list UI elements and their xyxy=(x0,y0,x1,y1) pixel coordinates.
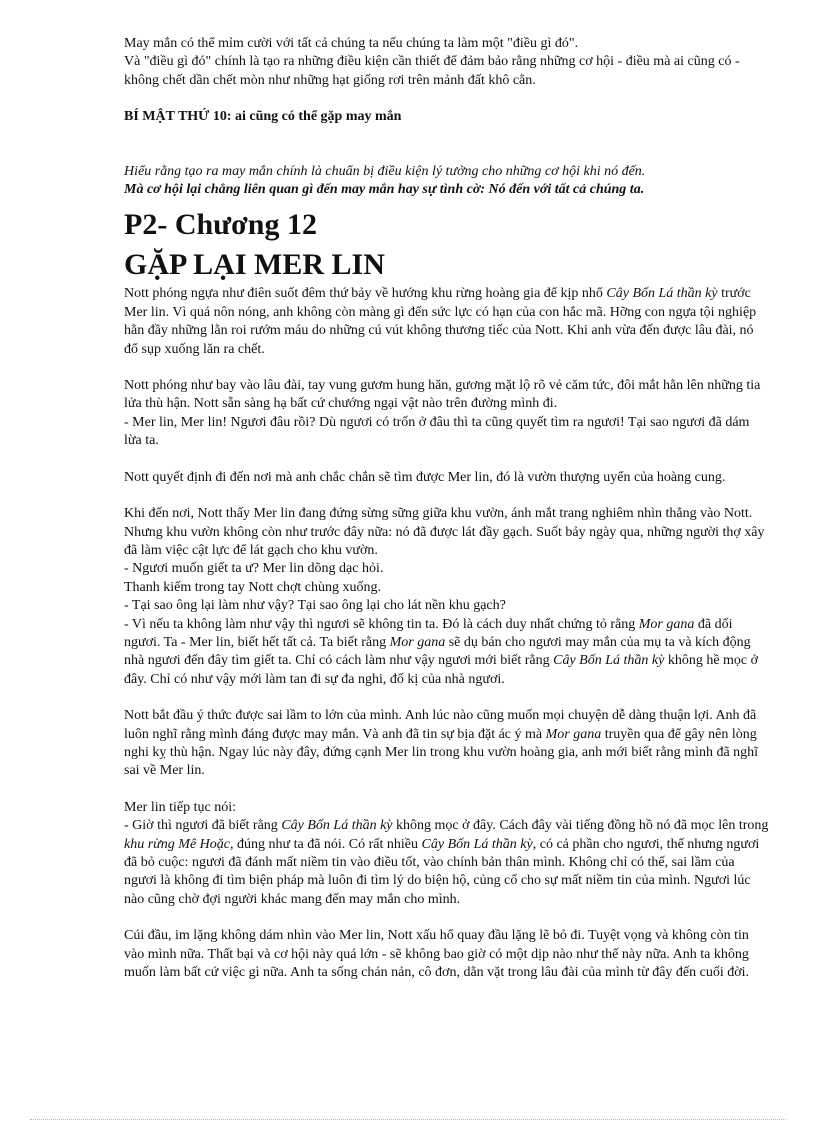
page-bottom-divider xyxy=(30,1119,786,1120)
paragraph-4-line-5 xyxy=(124,616,769,690)
p4-italic-clover: Cây Bốn Lá thần kỳ xyxy=(553,653,665,669)
p1-text-c: trước Mer lin. Vì quá nôn nóng, anh không còn màng gì đến sức lực có hạn của con hắc mã. Hỡng con ngựa tội nghiệp hằn đầy những lằn roi rướm máu do những cú vút không thương tiếc của Nott. Khi anh vừa đến được lâu đài, nó đổ sụp xuống lăn ra chết. xyxy=(124,286,757,357)
p4-italic-morgana-1: Mor gana xyxy=(638,616,695,632)
p5-text-a: Nott bắt đầu ý thức được sai lầm to lớn của mình. Anh lúc nào cũng muốn mọi chuyện dễ dàng thuận lợi. Anh đã luôn nghĩ rằng mình đáng được may mắn. Và anh đã tin sự bịa đặt ác ý mà xyxy=(124,708,757,742)
p5-text-c: truyền qua để gây nên lòng nghi kỵ thù hận. Ngay lúc này đây, đứng cạnh Mer lin trong khu vườn hoàng gia, anh mới biết rằng mình đã nghĩ sai về Mer lin. xyxy=(124,726,759,779)
p4-text-a: - Vì nếu ta không làm như vậy thì ngươi sẽ không tin ta. Đó là cách duy nhất chứng tỏ rằng xyxy=(124,616,639,632)
secret-heading: BÍ MẬT THỨ 10: ai cũng có thể gặp may mắn xyxy=(124,109,402,125)
p4-text-e: sẽ dụ bán cho ngươi may mắn của mụ ta và kích động nhà ngươi đến đây tìm giết ta. Chỉ có cách làm như vậy ngươi mới biết rằng xyxy=(124,634,751,669)
paragraph-6-line-2 xyxy=(124,817,769,909)
p6-text-c: không mọc ở đây. Cách đây vài tiếng đồng hồ nó đã mọc lên trong xyxy=(392,818,769,834)
chapter-title: P2- Chương 12 xyxy=(124,208,317,242)
p6-text-a: - Giờ thì ngươi đã biết rằng xyxy=(124,818,282,834)
paragraph-5 xyxy=(124,707,769,781)
p4-italic-morgana-2: Mor gana xyxy=(389,634,446,650)
paragraph-7: Cúi đầu, im lặng không dám nhìn vào Mer lin, Nott xấu hổ quay đầu lặng lẽ bỏ đi. Tuyệt vọng và không còn tin vào mình nữa. Thất bại và cơ hội này quá lớn - sẽ không bao giờ có một dịp nào như thế này nữa. Anh ta không muốn làm bất cứ việc gì nữa. Anh ta sống chán nản, cô đơn, dằn vặt trong lâu đài của mình từ đây đến cuối đời. xyxy=(124,928,750,981)
p4-text-c: đã dối ngươi. Ta - Mer lin, biết hết tất cả. Ta biết rằng xyxy=(124,616,733,650)
p6-italic-clover-2: Cây Bốn Lá thần kỳ xyxy=(421,836,533,852)
p6-text-g: , có cả phần cho ngươi, thế nhưng ngươi đã bỏ cuộc: ngươi đã đánh mất niềm tin vào điều tốt, vào chính bản thân mình. Không chỉ có thế, sai lầm của ngươi là không đi tìm biện pháp mà luôn đi tìm lý do biện hộ, củng cố cho sự mất niềm tin của mình. Ngươi lúc nào cũng chờ đợi người khác mang đến may mắn cho mình. xyxy=(124,836,760,907)
document-page xyxy=(124,35,769,982)
intro-line-1: May mắn có thể mỉm cười với tất cả chúng ta nếu chúng ta làm một "điều gì đó". xyxy=(124,36,579,51)
paragraph-4-line-4: - Tại sao ông lại làm như vậy? Tại sao ông lại cho lát nền khu gạch? xyxy=(124,598,506,614)
paragraph-3: Nott quyết định đi đến nơi mà anh chắc chắn sẽ tìm được Mer lin, đó là vườn thượng uyển của hoàng cung. xyxy=(124,469,726,485)
paragraph-4-line-2: - Ngươi muốn giết ta ư? Mer lin dõng dạc hỏi. xyxy=(124,561,384,577)
paragraph-2-line-1: Nott phóng như bay vào lâu đài, tay vung gươm hung hăn, gương mặt lộ rõ vẻ căm tức, đôi mắt hằn lên những tia lửa thù hận. Nott sẵn sàng hạ bất cứ chướng ngại vật nào trên đường mình đi. xyxy=(124,378,761,412)
paragraph-4-line-1: Khi đến nơi, Nott thấy Mer lin đang đứng sừng sững giữa khu vườn, ánh mắt trang nghiêm nhìn thẳng vào Nott. Nhưng khu vườn không còn như trước đây nữa: nó đã được lát đầy gạch. Suốt bảy ngày qua, những người thợ xây đã làm việc cật lực để lát gạch cho khu vườn. xyxy=(124,506,765,558)
quote-line-1: Hiểu rằng tạo ra may mắn chính là chuẩn bị điều kiện lý tưởng cho những cơ hội khi nó đến. xyxy=(124,163,646,179)
paragraph-6-line-1: Mer lin tiếp tục nói: xyxy=(124,799,236,815)
paragraph-4-line-3: Thanh kiếm trong tay Nott chợt chùng xuống. xyxy=(124,579,382,595)
p6-text-e: , đúng như ta đã nói. Có rất nhiều xyxy=(230,836,422,852)
p1-text-a: Nott phóng ngựa như điên suốt đêm thứ bảy về hướng khu rừng hoàng gia để kịp nhổ xyxy=(124,286,607,302)
p5-italic-morgana: Mor gana xyxy=(545,726,602,742)
p6-italic-clover-1: Cây Bốn Lá thần kỳ xyxy=(281,818,393,834)
paragraph-1 xyxy=(124,285,769,359)
intro-line-2: Và "điều gì đó" chính là tạo ra những điều kiện cần thiết để đảm bảo rằng những cơ hội - điều mà ai cũng có - không chết dần chết mòn như những hạt giống rơi trên mảnh đất khô cằn. xyxy=(124,54,740,88)
quote-line-2: Mà cơ hội lại chẳng liên quan gì đến may mắn hay sự tình cờ: Nó đến với tất cả chúng ta. xyxy=(124,182,645,198)
paragraph-2-line-2: - Mer lin, Mer lin! Ngươi đâu rồi? Dù ngươi có trốn ở đâu thì ta cũng quyết tìm ra ngươi! Tại sao ngươi đã dám lừa ta. xyxy=(124,414,750,449)
chapter-subtitle: GẶP LẠI MER LIN xyxy=(124,248,385,282)
p6-italic-forest: khu rừng Mê Hoặc xyxy=(124,836,230,852)
p1-italic-clover: Cây Bốn Lá thần kỳ xyxy=(606,286,718,302)
p4-text-g: không hề mọc ở đây. Chỉ có như vậy mới làm tan đi sự đa nghi, đố kị của nhà ngươi. xyxy=(124,653,759,687)
